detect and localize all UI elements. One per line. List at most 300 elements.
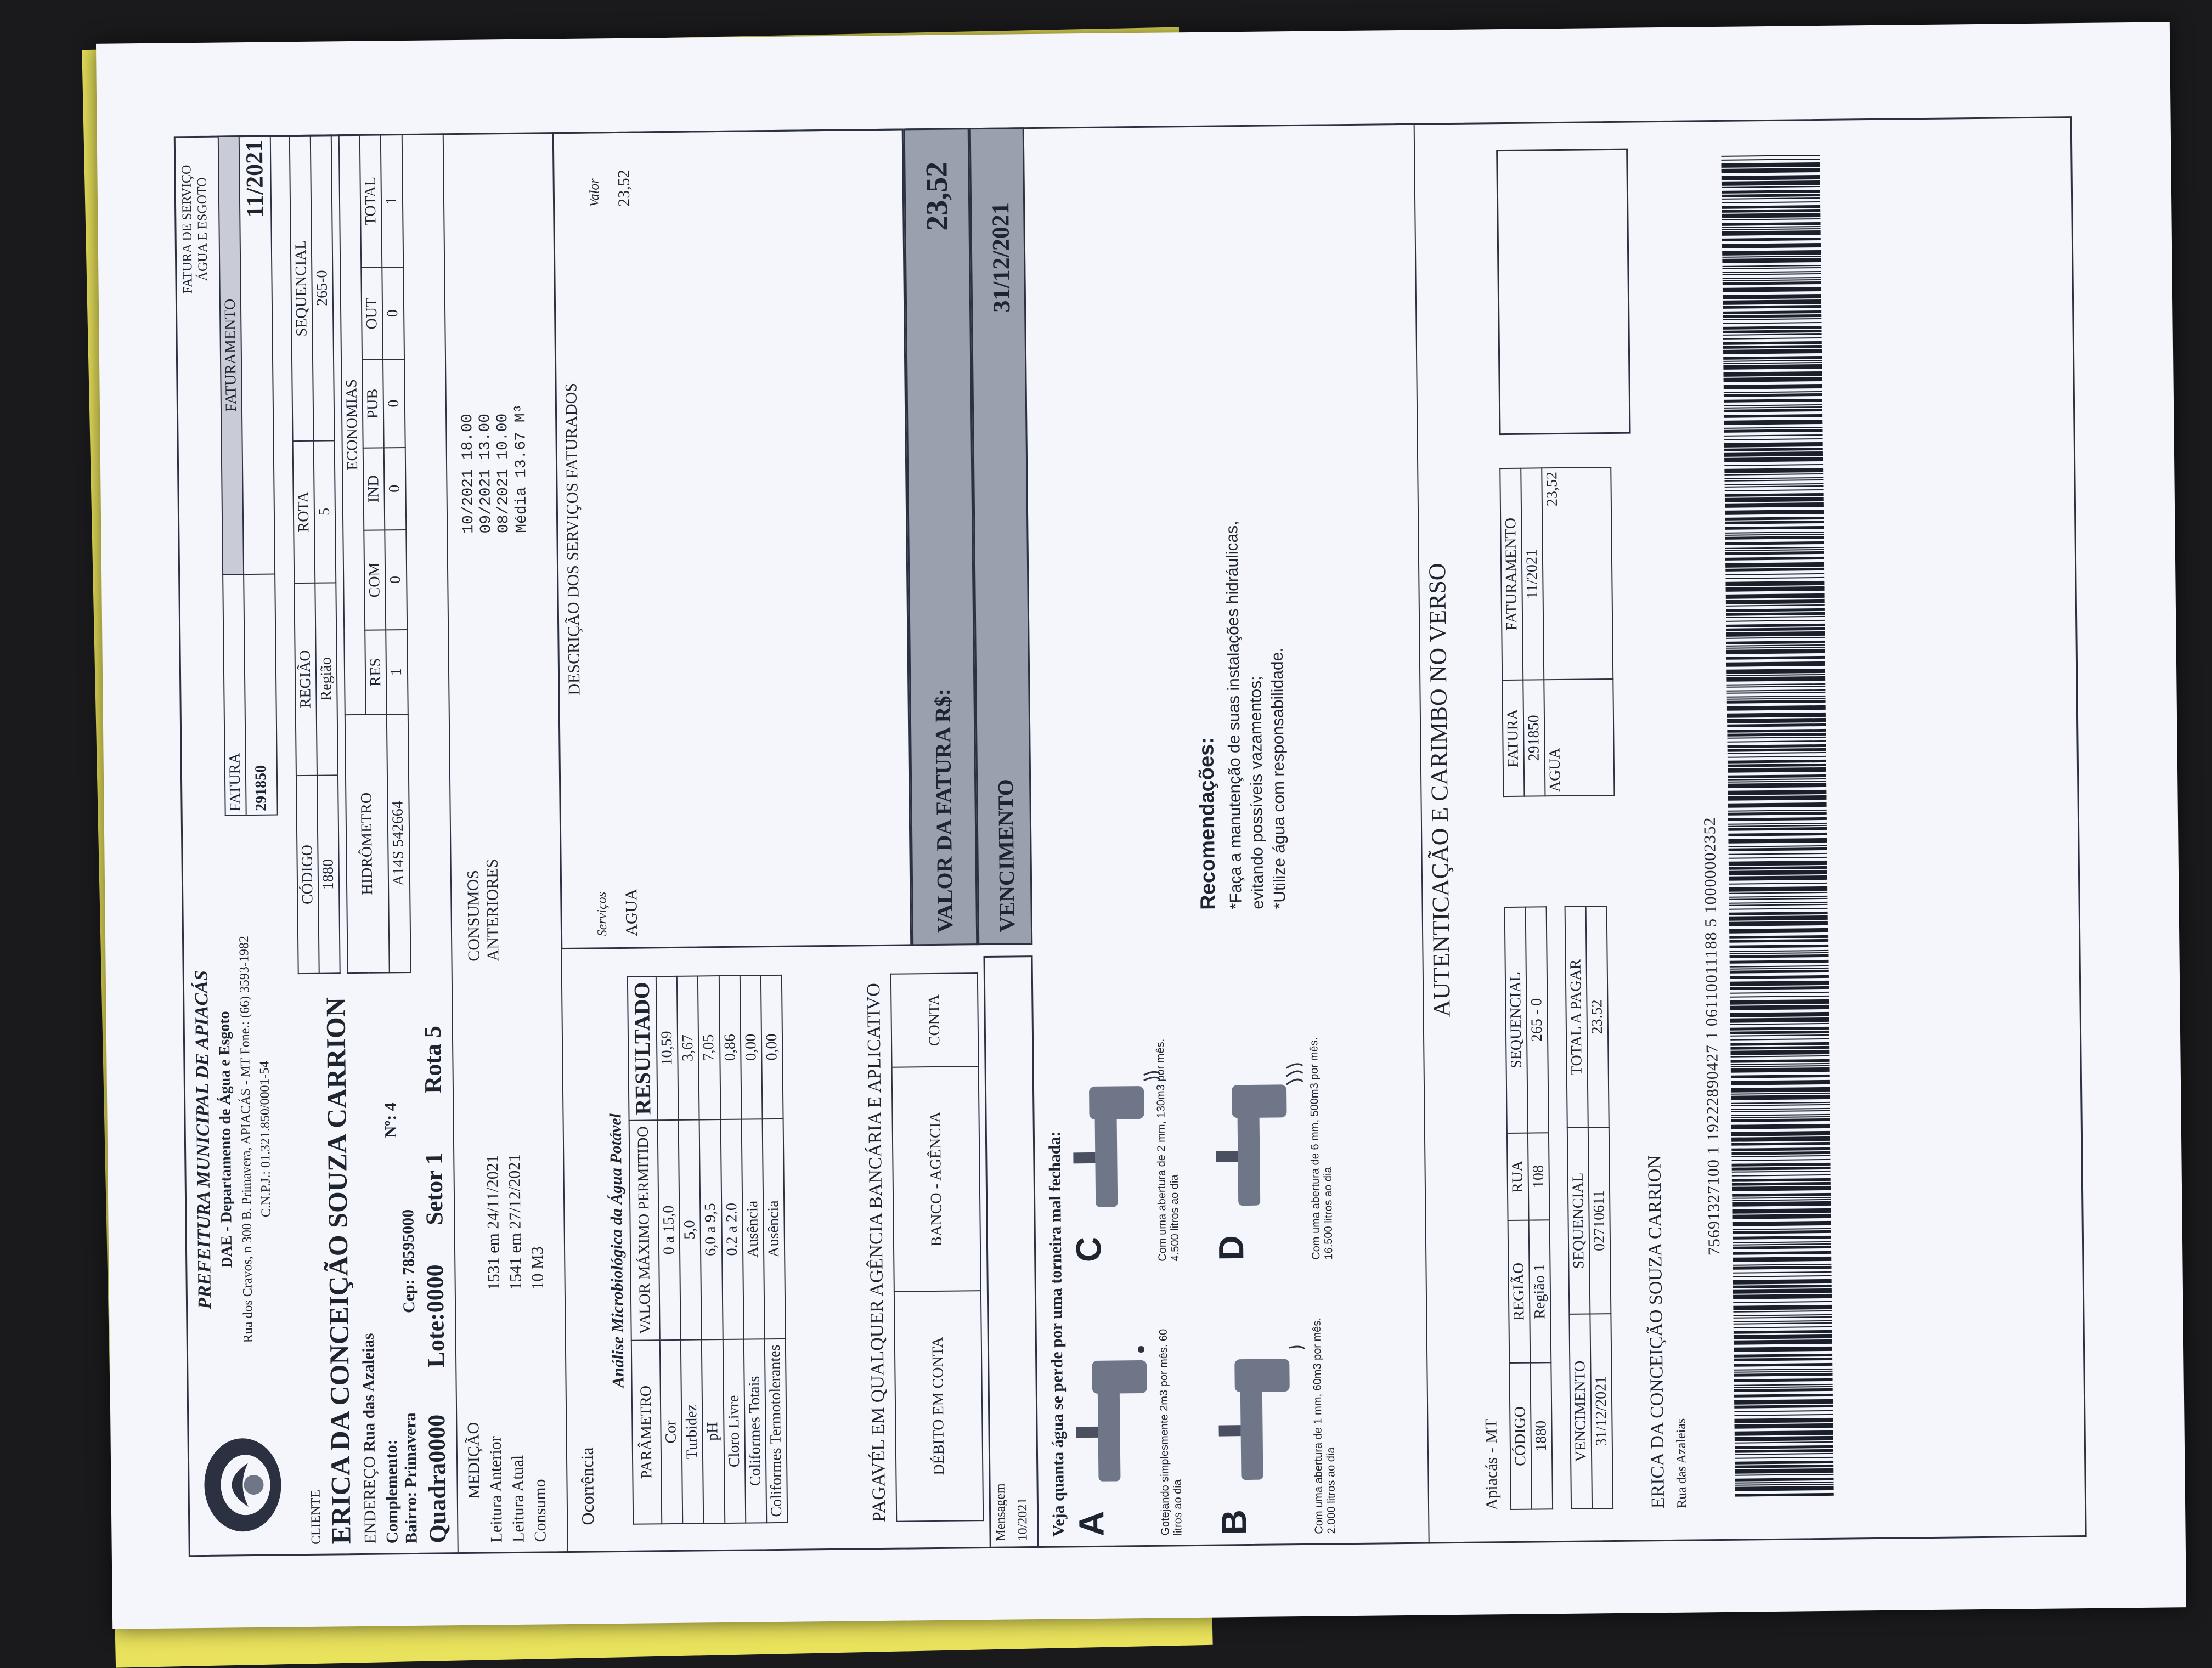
barcode-bar [1721, 155, 1820, 157]
barcode-bar [1728, 817, 1827, 821]
doc-title-line2: ÁGUA E ESGOTO [195, 177, 211, 281]
mensagem-label: Mensagem [993, 1483, 1008, 1541]
stamp-box [1496, 149, 1630, 435]
barcode-bar [1735, 1486, 1834, 1491]
barcode-bar [1733, 1271, 1832, 1274]
fatura-value: 291850 [244, 574, 277, 815]
barcode-bar [1724, 434, 1823, 437]
barcode-bar [1728, 810, 1827, 812]
lote: Lote:0000 [421, 1264, 450, 1368]
barcode-bar [1730, 1031, 1829, 1034]
barcode-bar [1722, 186, 1820, 188]
sequencial-value: 265-0 [311, 135, 335, 441]
barcode-bar [1731, 1142, 1830, 1146]
barcode-bar [1725, 502, 1824, 508]
barcode-bar [1731, 1059, 1830, 1063]
faucet-b-text: Com uma abertura de 1 mm, 60m3 por mês. 2.000 litros ao dia [1311, 1317, 1338, 1534]
faucet-d-letter: D [1211, 1235, 1251, 1261]
barcode-bar [1730, 1046, 1829, 1050]
barcode-bar [1732, 1199, 1831, 1201]
consumos-anteriores-list [459, 404, 531, 534]
barcode-bar [1730, 1023, 1829, 1025]
barcode-bar [1733, 1310, 1832, 1313]
barcode-bar [1729, 866, 1827, 870]
barcode-bar [1725, 577, 1824, 579]
barcode-bar [1724, 442, 1823, 448]
barcode-bar [1734, 1363, 1832, 1367]
barcode-bar [1726, 689, 1825, 692]
analise-parametro: pH [702, 1339, 725, 1523]
barcode-bar [1731, 1087, 1830, 1093]
barcode-bar [1731, 1151, 1830, 1155]
barcode-bar [1731, 1108, 1830, 1110]
barcode-bar [1735, 1436, 1833, 1441]
org-name: PREFEITURA MUNICIPAL DE APIACÁS [191, 970, 216, 1309]
analise-vmp: Ausência [763, 1119, 786, 1339]
barcode-bar [1735, 1474, 1833, 1476]
barcode-bar [1734, 1399, 1833, 1405]
barcode-bar [1724, 399, 1822, 403]
barcode-bar [1730, 1042, 1829, 1046]
barcode-bar [1722, 250, 1821, 256]
client-name: ERICA DA CONCEIÇÃO SOUZA CARRION [320, 997, 357, 1545]
barcode-bar [1727, 700, 1826, 704]
barcode-bar [1726, 676, 1825, 682]
water-bill-sheet [96, 22, 2186, 1629]
conta-label: CONTA [891, 973, 979, 1067]
barcode-bar [1722, 228, 1821, 230]
regiao-label: REGIÃO [294, 583, 317, 776]
barcode-bar [1730, 1038, 1829, 1041]
barcode-bar [1726, 604, 1825, 607]
faucet-a-icon [1075, 1338, 1158, 1482]
barcode-bar [1734, 1388, 1833, 1392]
medicao-label: MEDIÇÃO [464, 1422, 483, 1499]
analise-parametro: Cor [660, 1340, 683, 1524]
barcode-bar [1732, 1193, 1831, 1197]
analise-resultado: 0,00 [761, 975, 783, 1119]
faucet-c-text: Com uma abertura de 2 mm, 130m3 por mês. 4.500 litros ao dia [1154, 1038, 1182, 1262]
barcode-bar [1733, 1241, 1831, 1243]
barcode-bar [1731, 1155, 1830, 1157]
economia-col-label: TOTAL [360, 134, 382, 267]
barcode-bar [1733, 1236, 1831, 1240]
hidrometro-value: A14S 542664 [387, 714, 410, 973]
stub-seq-label: SEQUENCIAL [1505, 907, 1528, 1134]
barcode-bar [1723, 310, 1821, 314]
barcode-bar [1721, 159, 1820, 161]
barcode-bar [1730, 1027, 1829, 1031]
economia-col-label: COM [364, 530, 386, 630]
consumos-anteriores-label [464, 859, 503, 962]
barcode-bar [1724, 479, 1823, 482]
stub-fatura-label: FATURA [1502, 680, 1524, 796]
rota-label: ROTA [293, 441, 315, 583]
barcode-bar [1734, 1320, 1832, 1322]
barcode-bar [1728, 795, 1827, 801]
economia-col-label: OUT [361, 267, 383, 359]
barcode-bar [1734, 1423, 1833, 1429]
barcode-bar [1725, 547, 1824, 549]
barcode-bar [1723, 279, 1821, 281]
barcode-bar [1723, 341, 1822, 345]
barcode-bar [1723, 345, 1822, 349]
barcode-bar [1733, 1301, 1832, 1303]
barcode-bar [1728, 760, 1826, 764]
barcode-bar [1722, 267, 1821, 269]
barcode-bar [1728, 802, 1827, 808]
barcode-bar [1726, 586, 1825, 592]
col-parametro: PARÂMETRO [631, 1340, 662, 1524]
faucet-b-icon [1218, 1337, 1312, 1480]
barcode-bar [1730, 954, 1829, 958]
barcode-bar [1722, 197, 1820, 200]
barcode-bar [1722, 230, 1821, 236]
barcode-bar [1735, 1482, 1834, 1484]
vencimento-box [969, 127, 1033, 945]
barcode-bar [1732, 1163, 1831, 1167]
mensagem-box [983, 955, 1039, 1548]
barcode-bar [1734, 1378, 1833, 1382]
barcode-bar [1724, 438, 1823, 440]
barcode-bar [1724, 464, 1823, 466]
barcode-bar [1722, 258, 1821, 263]
barcode-bar [1723, 318, 1821, 320]
barcode-bar [1730, 968, 1829, 970]
barcode-bar [1732, 1171, 1831, 1173]
barcode-bar [1728, 847, 1827, 851]
autenticacao-text: AUTENTICAÇÃO E CARIMBO NO VERSO [1424, 563, 1455, 1017]
stub-seq2: 02710611 [1588, 1127, 1611, 1314]
faucet-b-letter: B [1214, 1509, 1254, 1535]
barcode-bar [1724, 477, 1823, 479]
barcode-bar [1725, 549, 1824, 551]
stub-rua: 108 [1528, 1133, 1550, 1220]
barcode-bar [1722, 209, 1820, 213]
barcode-bar [1731, 1102, 1830, 1104]
barcode-bar [1729, 902, 1828, 904]
barcode-bar [1724, 473, 1823, 476]
servico-valor: 23,52 [614, 169, 634, 207]
doc-title [179, 142, 212, 318]
barcode-bar [1730, 996, 1829, 998]
barcode-bar [1729, 904, 1828, 906]
barcode-bar [1725, 536, 1824, 540]
faucet-d-text: Com uma abertura de 6 mm, 500m3 por mês. 16.500 litros ao dia [1308, 1037, 1335, 1260]
barcode-bar [1732, 1178, 1831, 1182]
barcode-bar [1728, 827, 1827, 831]
barcode-bar [1732, 1182, 1831, 1186]
analise-resultado: 0,00 [740, 975, 763, 1119]
barcode-bar [1735, 1461, 1833, 1465]
barcode [1721, 146, 1834, 1497]
barcode-bar [1735, 1430, 1833, 1436]
economia-col-label: RES [365, 630, 387, 715]
barcode-bar [1731, 1080, 1830, 1085]
analise-vmp: 5,0 [679, 1119, 702, 1340]
barcode-bar [1724, 427, 1822, 429]
barcode-bar [1729, 896, 1827, 898]
barcode-bar [1723, 326, 1822, 330]
codigo-value: 1880 [317, 776, 340, 974]
barcode-bar [1722, 213, 1820, 218]
stub-total: 23.52 [1586, 906, 1609, 1128]
doc-title-line1: FATURA DE SERVIÇO [179, 165, 195, 294]
barcode-bar [1735, 1453, 1833, 1455]
barcode-bar [1731, 1147, 1830, 1151]
analise-parametro: Cloro Livre [723, 1339, 746, 1523]
barcode-bar [1730, 1055, 1829, 1058]
barcode-bar [1727, 692, 1826, 694]
barcode-bar [1723, 294, 1821, 299]
barcode-bar [1723, 337, 1822, 340]
stub-rua-label: RUA [1507, 1133, 1529, 1220]
barcode-bar [1733, 1275, 1832, 1277]
cep: Cep: 78595000 [399, 1209, 419, 1314]
barcode-bar [1731, 1124, 1830, 1129]
analise-vmp: 0.2 a 2.0 [720, 1119, 743, 1339]
barcode-bar [1727, 723, 1826, 727]
prefeitura-logo [193, 1429, 292, 1540]
complemento-label: Complemento: [382, 1439, 402, 1544]
recomendacoes-line1: *Faça a manutenção de suas instalações hidráulicas, [1223, 521, 1245, 910]
barcode-bar [1729, 886, 1827, 892]
barcode-bar [1733, 1266, 1831, 1270]
economia-value: 0 [385, 530, 407, 630]
barcode-bar [1727, 718, 1826, 723]
barcode-bar [1727, 696, 1826, 698]
leitura-atual-value: 1541 em 27/12/2021 [505, 1154, 525, 1291]
barcode-bar [1727, 713, 1826, 718]
barcode-bar [1726, 649, 1825, 654]
consumo-row: Média 13.67 M³ [512, 404, 531, 533]
barcode-bar [1734, 1386, 1833, 1388]
barcode-bar [1725, 485, 1824, 488]
economia-value: 1 [381, 134, 403, 267]
barcode-bar [1734, 1369, 1832, 1371]
barcode-bar [1728, 744, 1826, 748]
stub-table-2 [1565, 906, 1614, 1509]
barcode-bar [1725, 521, 1824, 524]
barcode-bar [1729, 921, 1828, 926]
barcode-bar [1731, 1159, 1830, 1161]
barcode-bar [1731, 1093, 1830, 1095]
economias-label: ECONOMIAS [339, 135, 366, 715]
barcode-bar [1733, 1279, 1832, 1285]
barcode-bar [1727, 729, 1826, 733]
barcode-bar [1724, 406, 1822, 409]
barcode-bar [1729, 892, 1827, 894]
analise-title: Análise Microbiológica da Água Potável [606, 1113, 628, 1388]
banco-label: BANCO - AGÊNCIA [892, 1066, 981, 1291]
barcode-bar [1723, 277, 1821, 279]
barcode-bar [1732, 1174, 1831, 1177]
barcode-bar [1733, 1251, 1831, 1255]
barcode-bar [1725, 581, 1824, 586]
barcode-bar [1732, 1214, 1831, 1219]
barcode-bar [1735, 1441, 1833, 1444]
barcode-bar [1733, 1246, 1831, 1249]
leitura-anterior-label: Leitura Anterior [486, 1436, 506, 1543]
barcode-bar [1734, 1410, 1833, 1412]
barcode-bar [1723, 273, 1821, 275]
barcode-bar [1724, 468, 1823, 473]
barcode-bar [1733, 1257, 1831, 1262]
economia-value: 0 [384, 448, 406, 530]
barcode-number: 75691327100 1 19222890427 1 06110011188 5 10000002352 [1700, 817, 1724, 1256]
regiao-value: Região [315, 583, 338, 776]
barcode-bar [1725, 526, 1824, 530]
code-table [289, 134, 341, 974]
barcode-bar [1732, 1197, 1831, 1199]
barcode-bar [1726, 669, 1825, 674]
stub-codigo-label: CÓDIGO [1509, 1363, 1532, 1509]
analise-resultado: 3,67 [677, 976, 699, 1119]
barcode-bar [1723, 281, 1821, 285]
barcode-bar [1726, 674, 1825, 676]
servicos-title: DESCRIÇÃO DOS SERVIÇOS FATURADOS [562, 382, 584, 696]
vencimento-value: 31/12/2021 [987, 202, 1015, 313]
faucet-a-letter: A [1071, 1511, 1111, 1537]
col-vmp: VALOR MÁXIMO PERMITIDO [629, 1120, 660, 1341]
barcode-bar [1730, 986, 1829, 990]
barcode-bar [1725, 497, 1824, 502]
stub-fatura: 291850 [1523, 680, 1545, 796]
barcode-bar [1734, 1371, 1832, 1373]
quadra: Quadra0000 [423, 1414, 452, 1543]
barcode-bar [1729, 861, 1827, 866]
stub-name: ERICA DA CONCEIÇÃO SOUZA CARRION [1644, 1155, 1669, 1509]
barcode-bar [1725, 534, 1824, 536]
pagavel-text: PAGAVÉL EM QUALQUER AGÊNCIA BANCÁRIA E APLICATIVO [863, 983, 890, 1523]
barcode-bar [1733, 1221, 1831, 1226]
barcode-bar [1731, 1131, 1830, 1136]
barcode-bar [1731, 1114, 1830, 1116]
stub-codigo: 1880 [1530, 1362, 1553, 1509]
endereco-label: ENDEREÇO [360, 1456, 380, 1544]
stub-fatura-table [1499, 467, 1615, 797]
barcode-bar [1724, 420, 1822, 425]
stub-venc: 31/12/2021 [1590, 1314, 1613, 1509]
leitura-atual-label: Leitura Atual [508, 1455, 528, 1543]
barcode-bar [1722, 205, 1820, 209]
faucet-a-text: Gotejando simplesmente 2m3 por mês. 60 litros ao dia [1157, 1328, 1184, 1536]
consumo-row: 10/2021 18.00 [459, 414, 478, 534]
consumos-label-2: ANTERIORES [483, 858, 503, 962]
barcode-bar [1726, 656, 1825, 660]
barcode-bar [1726, 644, 1825, 647]
economia-value: 1 [386, 630, 408, 714]
faturamento-value: 11/2021 [239, 136, 275, 574]
servicos-box [552, 128, 912, 949]
barcode-bar [1727, 705, 1826, 711]
stub-city: Apiacás - MT [1482, 1418, 1502, 1511]
codigo-label: CÓDIGO [296, 776, 319, 974]
endereco-value: Rua das Azaleias [359, 1333, 379, 1452]
barcode-bar [1723, 330, 1822, 333]
barcode-bar [1731, 1118, 1830, 1122]
stub-street: Rua das Azaleias [1674, 1418, 1690, 1508]
barcode-bar [1728, 833, 1827, 836]
barcode-bar [1727, 733, 1826, 737]
barcode-bar [1732, 1201, 1831, 1207]
analise-parametro: Coliformes Totais [744, 1339, 767, 1523]
barcode-bar [1729, 853, 1827, 855]
barcode-bar [1730, 981, 1829, 986]
barcode-bar [1734, 1354, 1832, 1358]
torneira-title: Veja quanta água se perde por uma torneira mal fechada: [1045, 1131, 1068, 1537]
barcode-bar [1730, 965, 1829, 968]
barcode-bar [1733, 1264, 1831, 1266]
barcode-bar [1731, 1067, 1830, 1073]
barcode-bar [1721, 162, 1820, 168]
faucet-d-icon [1215, 1062, 1309, 1206]
stub-regiao-label: REGIÃO [1508, 1220, 1531, 1363]
barcode-bar [1725, 493, 1824, 497]
barcode-bar [1722, 256, 1821, 258]
stub-agua-val: 23,52 [1542, 467, 1613, 680]
total-value: 23,52 [919, 161, 955, 231]
consumo-value: 10 M3 [528, 1246, 547, 1290]
barcode-bar [1728, 783, 1826, 788]
barcode-bar [1725, 562, 1824, 568]
barcode-bar [1728, 825, 1827, 827]
billing-table [218, 135, 278, 816]
barcode-bar [1723, 349, 1822, 354]
barcode-bar [1735, 1465, 1833, 1468]
analise-vmp: 0 a 15,0 [658, 1120, 681, 1341]
barcode-bar [1735, 1457, 1833, 1459]
barcode-bar [1729, 912, 1828, 915]
barcode-bar [1731, 1116, 1830, 1118]
barcode-bar [1733, 1288, 1832, 1294]
barcode-bar [1734, 1394, 1833, 1398]
barcode-bar [1726, 624, 1825, 627]
stub-fat: 11/2021 [1521, 468, 1544, 680]
barcode-bar [1735, 1478, 1834, 1482]
barcode-bar [1734, 1405, 1833, 1409]
mensagem-value: 10/2021 [1015, 1497, 1030, 1541]
barcode-bar [1729, 939, 1828, 943]
consumo-row: 09/2021 13.00 [477, 413, 495, 534]
barcode-bar [1729, 945, 1828, 948]
barcode-bar [1722, 271, 1821, 273]
analise-table [627, 975, 788, 1525]
barcode-bar [1726, 631, 1825, 637]
faucet-c-letter: C [1068, 1236, 1109, 1263]
barcode-bar [1730, 1050, 1829, 1055]
analise-resultado: 7,05 [698, 976, 720, 1119]
barcode-bar [1725, 489, 1824, 491]
barcode-bar [1735, 1468, 1833, 1474]
barcode-bar [1722, 180, 1820, 186]
barcode-bar [1730, 992, 1829, 994]
barcode-bar [1724, 451, 1823, 457]
barcode-bar [1728, 838, 1827, 844]
barcode-bar [1724, 384, 1822, 389]
cliente-label: CLIENTE [308, 1489, 324, 1545]
barcode-bar [1722, 194, 1820, 197]
barcode-bar [1723, 305, 1821, 309]
barcode-bar [1726, 686, 1825, 688]
faucet-c-icon [1073, 1064, 1166, 1208]
barcode-bar [1722, 168, 1820, 173]
barcode-bar [1728, 778, 1826, 781]
barcode-bar [1730, 1017, 1829, 1023]
barcode-bar [1724, 409, 1822, 412]
barcode-bar [1725, 510, 1824, 515]
barcode-bar [1734, 1384, 1833, 1386]
